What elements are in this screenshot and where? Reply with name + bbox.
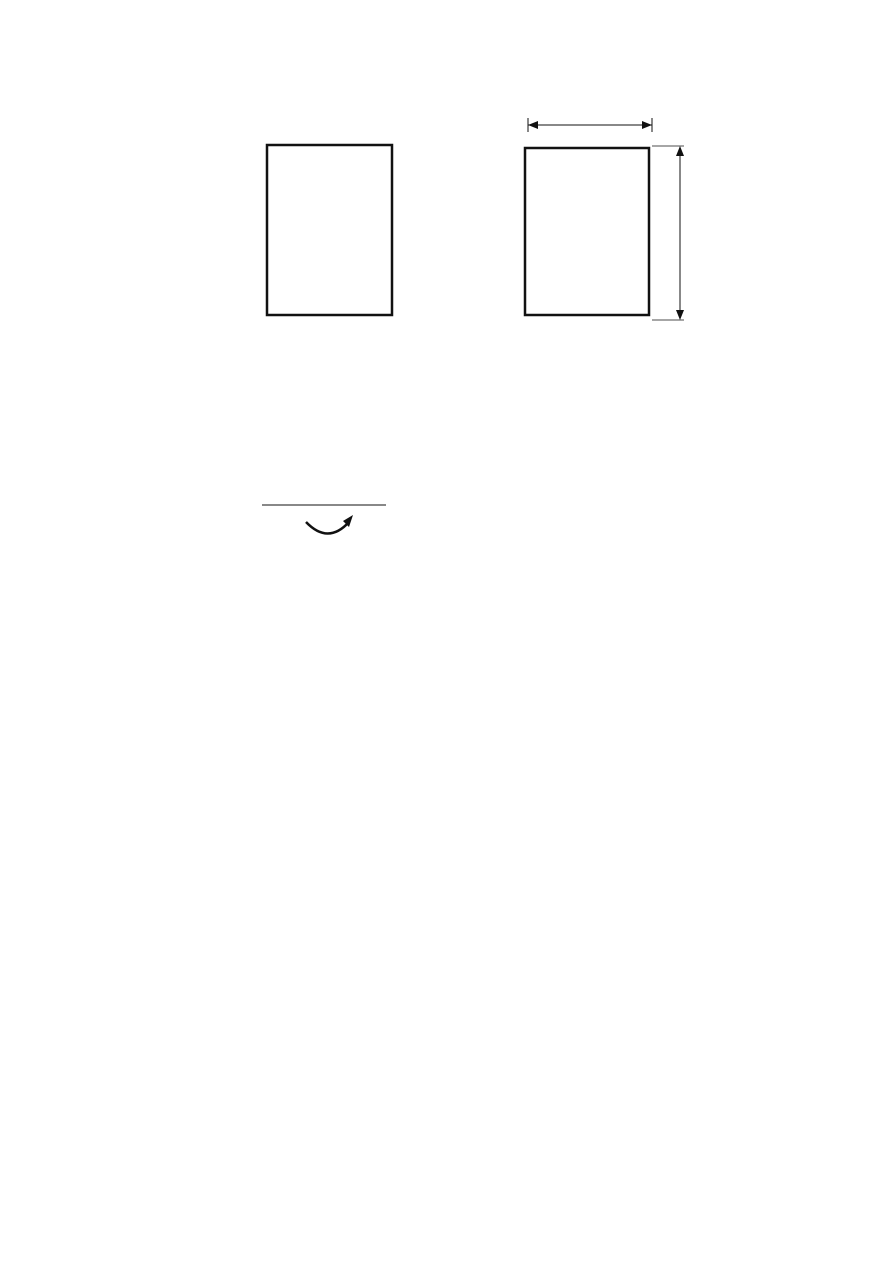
width-dim-arrow-right <box>642 121 652 129</box>
height-dim-arrow-top <box>676 146 684 156</box>
moment-curve-arrowhead <box>343 515 353 527</box>
width-dim-arrow-left <box>528 121 538 129</box>
plate-outline-left <box>267 145 392 315</box>
plate-outline-right <box>525 148 649 315</box>
height-dim-arrow-bottom <box>676 310 684 320</box>
moment-curve <box>306 522 349 534</box>
